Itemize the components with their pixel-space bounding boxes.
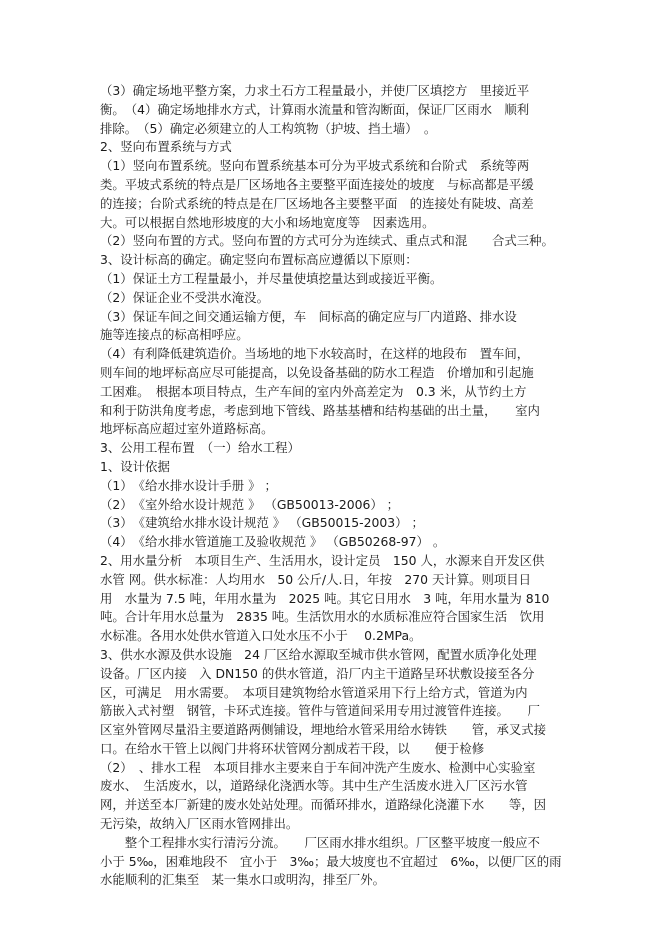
text-line: （3） 《建筑给水排水设计规范 》 （GB50015-2003） ； — [100, 515, 424, 531]
text-line: （4） 《给水排水管道施工及验收规范 》 （GB50268-97） 。 — [100, 534, 446, 550]
text-line: （4）有利降低建筑造价。当场地的地下水较高时，在这样的地段布 置车间， — [100, 346, 530, 362]
text-line: 水能顺利的汇集至 某一集水口或明沟，排至厂外。 — [100, 872, 385, 888]
text-line: 排除。 （5）确定必须建立的人工构筑物（护坡、挡土墙） 。 — [100, 120, 437, 136]
text-line: 施等连接点的标高相呼应。 — [100, 327, 249, 343]
text-line: （1） 《给水排水设计手册 》 ； — [100, 477, 277, 493]
text-line: 和利于防洪角度考虑，考虑到地下管线、路基基槽和结构基础的出土量， 室内 — [100, 402, 540, 418]
text-line: （3）保证车间之间交通运输方便，车 间标高的确定应与厂内道路、排水设 — [100, 308, 517, 324]
text-line: 地坪标高应超过室外道路标高。 — [100, 421, 274, 437]
text-line: 设备。厂区内接 入 DN150 的供水管道，沿厂内主干道路呈环状敷设接至各分 — [100, 665, 535, 681]
text-line: 废水、 生活废水，以，道路绿化浇洒水等。其中生产生活废水进入厂区污水管 — [100, 778, 528, 794]
text-line: （2）竖向布置的方式。竖向布置的方式可分为连续式、重点式和混 合式三种。 — [100, 233, 554, 249]
text-line: （2） 《室外给水设计规范 》 （GB50013-2006） ； — [100, 496, 400, 512]
text-line: 无污染，故纳入厂区雨水管网排出。 — [100, 816, 299, 832]
text-line: （3）确定场地平整方案，力求土石方工程量最小，并使厂区填挖方 里接近平 — [100, 83, 530, 98]
text-line: 筋嵌入式衬塑 钢管，卡环式连接。管件与管道间采用专用过渡管件连接。 厂 — [100, 703, 540, 719]
text-line: 吨。合计年用水总量为 2835 吨。生活饮用水的水质标准应符合国家生活 饮用 — [100, 609, 545, 625]
text-line: （2）保证企业不受洪水淹没。 — [100, 289, 269, 305]
text-line: （1）竖向布置系统。竖向布置系统基本可分为平坡式系统和台阶式 系统等两 — [100, 158, 530, 174]
text-line: 整个工程排水实行清污分流。 厂区雨水排水组织。厂区整平坡度一般应不 — [100, 834, 540, 850]
text-line: 大。可以根据自然地形坡度的大小和场地宽度等 因素选用。 — [100, 214, 435, 230]
text-line: 用 水量为 7.5 吨，年用水量为 2025 吨。其它日用水 3 吨，年用水量为 810 — [100, 590, 550, 606]
text-line: 口。在给水干管上以阀门井将环状管网分割成若干段，以 便于检修 — [100, 740, 485, 756]
text-line: 3、供水水源及供水设施 24 厂区给水源取至城市供水管网，配置水质净化处理 — [100, 646, 537, 662]
text-line: 3、设计标高的确定。确定竖向布置标高应遵循以下原则： — [100, 252, 418, 268]
text-line: 水标准。各用水处供水管道入口处水压不小于 0.2MPa。 — [100, 628, 422, 644]
text-line: 衡。 （4）确定场地排水方式，计算雨水流量和管沟断面，保证厂区雨水 顺利 — [100, 101, 530, 117]
text-line: 2、用水量分析 本项目生产、生活用水，设计定员 150 人，水源来自开发区供 — [100, 552, 545, 568]
text-line: （1）保证土方工程量最小，并尽量使填挖量达到或接近平衡。 — [100, 270, 443, 286]
text-line: 水管 网。供水标准：人均用水 50 公斤/人.日，年按 270 天计算。则项目日 — [100, 571, 532, 587]
text-line: 区室外管网尽量沿主要道路两侧铺设，埋地给水管采用给水铸铁 管，承叉式接 — [100, 722, 547, 738]
text-line: 2、竖向布置系统与方式 — [100, 139, 232, 155]
text-line: 网，并送至本厂新建的废水处站处理。而循环排水，道路绿化浇灌下水 等，因 — [100, 797, 547, 813]
text-line: 3、公用工程布置 （一）给水工程） — [100, 440, 300, 456]
text-line: 工困难。 根据本项目特点，生产车间的室内外高差定为 0.3 米，从节约土方 — [100, 383, 527, 399]
text-line: 小于 5‰，困难地段不 宜小于 3‰；最大坡度也不宜超过 6‰，以便厂区的雨 — [100, 853, 562, 869]
document-body — [100, 82, 580, 890]
text-line: 区，可满足 用水需要。 本项目建筑物给水管道采用下行上给方式，管道为内 — [100, 684, 528, 700]
text-line: 1、设计依据 — [100, 458, 170, 474]
text-line: 类。平坡式系统的特点是厂区场地各主要整平面连接处的坡度 与标高都是平缓 — [100, 176, 534, 192]
text-line: 的连接；台阶式系统的特点是在厂区场地各主要整平面 的连接处有陡坡、高差 — [100, 195, 534, 211]
text-line: 则车间的地坪标高应尽可能提高，以免设备基础的防水工程造 价增加和引起施 — [100, 364, 534, 380]
text-line: （2） 、排水工程 本项目排水主要来自于车间冲洗产生废水、检测中心实验室 — [100, 759, 536, 775]
